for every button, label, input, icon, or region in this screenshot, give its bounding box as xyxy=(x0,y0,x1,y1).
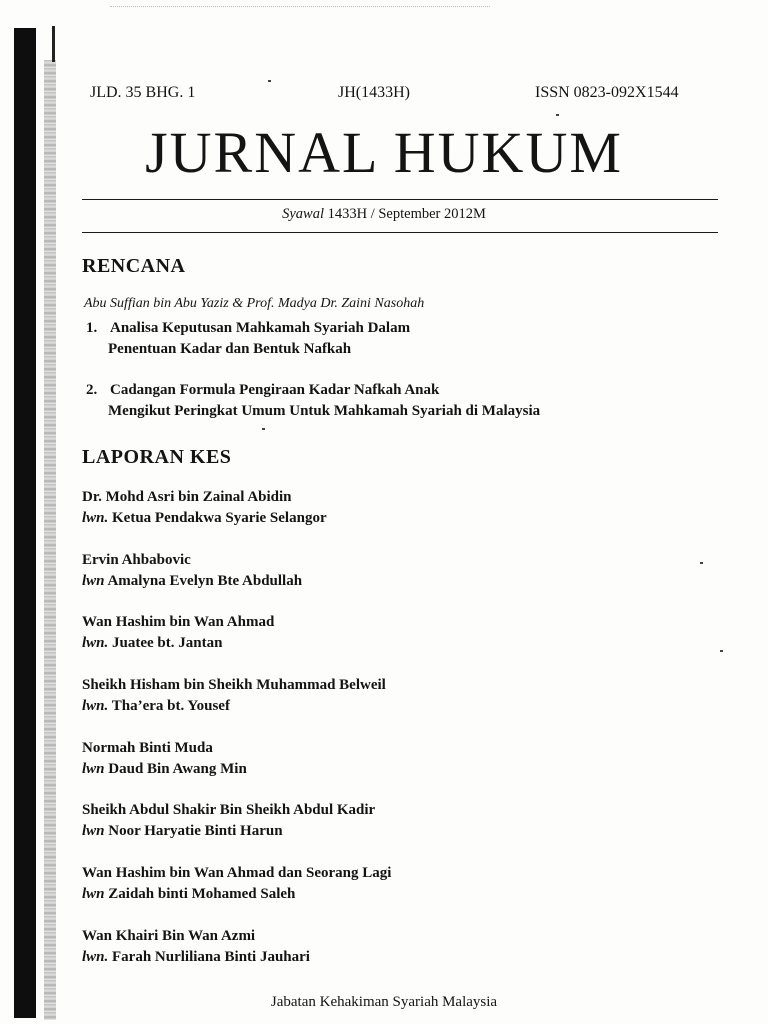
scan-speck xyxy=(720,650,723,652)
issue-month: Syawal xyxy=(282,206,324,222)
issue-date-rest: 1433H / September 2012M xyxy=(323,206,486,222)
publisher-footer: Jabatan Kehakiman Syariah Malaysia xyxy=(270,994,498,1010)
case-entry xyxy=(82,550,302,592)
case-party-2: Farah Nurliliana Binti Jauhari xyxy=(108,949,310,965)
case-party-2: Ketua Pendakwa Syarie Selangor xyxy=(108,510,327,526)
journal-code: JH(1433H) xyxy=(338,84,410,101)
case-versus-label: lwn. xyxy=(82,635,109,651)
scan-noise-top xyxy=(110,6,490,9)
article-title-line: Mengikut Peringkat Umum Untuk Mahkamah Syariah di Malaysia xyxy=(108,403,541,419)
article-item xyxy=(86,318,410,360)
title-rule-bottom xyxy=(82,232,718,233)
article-authors: Abu Suffian bin Abu Yaziz & Prof. Madya Dr. Zaini Nasohah xyxy=(84,296,425,311)
case-versus-label: lwn xyxy=(82,823,105,839)
case-versus-label: lwn xyxy=(82,573,105,589)
case-party-2: Tha’era bt. Yousef xyxy=(108,698,230,714)
case-entry xyxy=(82,738,247,780)
case-versus-label: lwn. xyxy=(82,949,109,965)
case-versus-label: lwn. xyxy=(82,510,109,526)
title-rule-top xyxy=(82,199,718,200)
case-entry xyxy=(82,612,274,654)
journal-title: JURNAL HUKUM xyxy=(145,120,623,185)
case-party-2: Noor Haryatie Binti Harun xyxy=(104,823,283,839)
case-party-1: Ervin Ahbabovic xyxy=(82,552,191,568)
section-heading-laporan-kes: LAPORAN KES xyxy=(82,446,232,468)
article-number: 2. xyxy=(86,382,98,398)
scan-speck xyxy=(556,114,559,116)
case-party-1: Wan Khairi Bin Wan Azmi xyxy=(82,928,256,944)
case-entry xyxy=(82,863,391,905)
case-party-2: Amalyna Evelyn Bte Abdullah xyxy=(104,573,303,589)
case-party-2: Juatee bt. Jantan xyxy=(108,635,223,651)
section-heading-rencana: RENCANA xyxy=(82,255,186,277)
scan-binding-edge xyxy=(44,60,56,1020)
issn-number: ISSN 0823-092X1544 xyxy=(535,84,679,101)
scan-speck xyxy=(262,428,265,430)
case-versus-label: lwn. xyxy=(82,698,109,714)
case-entry xyxy=(82,800,375,842)
case-party-2: Zaidah binti Mohamed Saleh xyxy=(104,886,296,902)
case-party-1: Wan Hashim bin Wan Ahmad dan Seorang Lagi xyxy=(82,865,392,881)
scan-tick-mark xyxy=(52,26,55,62)
article-item xyxy=(86,380,540,422)
case-party-2: Daud Bin Awang Min xyxy=(104,761,247,777)
case-entry xyxy=(82,487,327,529)
article-title-line: Analisa Keputusan Mahkamah Syariah Dalam xyxy=(110,320,411,336)
article-number: 1. xyxy=(86,320,98,336)
case-entry xyxy=(82,926,310,968)
scan-speck xyxy=(268,80,271,82)
journal-header-row xyxy=(90,84,710,106)
issue-date xyxy=(0,206,768,223)
case-party-1: Sheikh Hisham bin Sheikh Muhammad Belweil xyxy=(82,677,386,693)
case-party-1: Sheikh Abdul Shakir Bin Sheikh Abdul Kadir xyxy=(82,802,376,818)
case-versus-label: lwn xyxy=(82,761,105,777)
article-title-line: Penentuan Kadar dan Bentuk Nafkah xyxy=(108,341,352,357)
volume-label: JLD. 35 BHG. 1 xyxy=(90,84,196,101)
article-title-line: Cadangan Formula Pengiraan Kadar Nafkah Anak xyxy=(110,382,440,398)
case-party-1: Normah Binti Muda xyxy=(82,740,213,756)
case-party-1: Wan Hashim bin Wan Ahmad xyxy=(82,614,275,630)
case-party-1: Dr. Mohd Asri bin Zainal Abidin xyxy=(82,489,292,505)
case-versus-label: lwn xyxy=(82,886,105,902)
scan-speck xyxy=(700,562,703,564)
case-entry xyxy=(82,675,386,717)
